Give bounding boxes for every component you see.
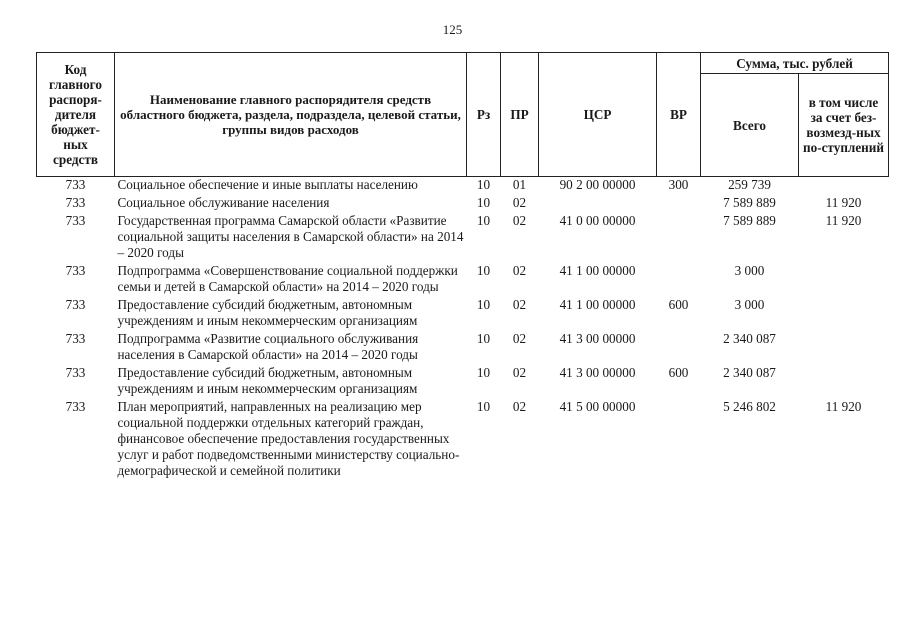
row-code: 733 [65,213,86,228]
row-total: 2 340 087 [723,331,776,346]
header-csr: ЦСР [539,53,657,177]
header-free: в том числе за счет без-возмезд-ных по-ступлений [799,74,889,177]
row-rz: 10 [476,263,491,278]
row-vr [657,331,701,365]
row-free [799,297,889,331]
row-total: 2 340 087 [723,365,776,380]
row-name: План мероприятий, направленных на реализацию мер социальной поддержки отдельных категорий граждан, финансовое обеспечение предоставления государственных услуг и работ подведомственными министерству социально-демографической и семейной политики [117,399,460,478]
row-code: 733 [65,177,86,192]
row-rz: 10 [476,177,491,192]
row-pr: 02 [512,213,527,228]
row-name: Подпрограмма «Совершенствование социальной поддержки семьи и детей в Самарской области» на 2014 – 2020 годы [117,263,458,294]
row-csr [539,195,657,213]
table-row [37,177,889,196]
row-total: 3 000 [734,297,765,312]
row-vr [657,263,701,297]
row-name: Предоставление субсидий бюджетным, автономным учреждениям и иным некоммерческим организациям [117,297,418,328]
table-header [37,53,889,177]
header-code: Код главного распоря-дителя бюджет-ных средств [37,53,115,177]
row-pr: 02 [512,365,527,380]
table-row [37,297,889,331]
row-name: Социальное обслуживание населения [117,195,330,210]
row-total: 7 589 889 [723,213,776,228]
row-free [799,177,889,196]
row-pr: 02 [512,297,527,312]
row-code: 733 [65,365,86,380]
row-code: 733 [65,399,86,414]
row-vr [657,195,701,213]
row-rz: 10 [476,213,491,228]
row-pr: 02 [512,399,527,414]
row-vr [657,213,701,263]
table-row [37,365,889,399]
row-pr: 02 [512,263,527,278]
row-rz: 10 [476,331,491,346]
row-vr: 600 [668,365,689,380]
row-free: 11 920 [825,399,862,414]
row-free [799,331,889,365]
row-free [799,263,889,297]
table-row [37,213,889,263]
row-pr: 02 [512,331,527,346]
row-csr: 90 2 00 00000 [559,177,636,192]
row-code: 733 [65,263,86,278]
budget-table [36,52,889,481]
row-rz: 10 [476,365,491,380]
row-code: 733 [65,297,86,312]
header-pr: ПР [501,53,539,177]
row-rz: 10 [476,297,491,312]
row-code: 733 [65,331,86,346]
row-total: 3 000 [734,263,765,278]
row-name: Предоставление субсидий бюджетным, автономным учреждениям и иным некоммерческим организациям [117,365,418,396]
table-row [37,195,889,213]
header-total: Всего [701,74,799,177]
row-csr: 41 0 00 00000 [559,213,636,228]
table-row [37,399,889,481]
table-row [37,263,889,297]
row-pr: 02 [512,195,527,210]
row-vr: 600 [668,297,689,312]
row-code: 733 [65,195,86,210]
row-name: Подпрограмма «Развитие социального обслуживания населения в Самарской области» на 2014 – 2020 годы [117,331,419,362]
row-csr: 41 1 00 00000 [559,263,636,278]
row-csr: 41 3 00 00000 [559,365,636,380]
row-free: 11 920 [825,213,862,228]
table-row [37,331,889,365]
header-vr: ВР [657,53,701,177]
header-rz: Рз [467,53,501,177]
header-sum-group: Сумма, тыс. рублей [701,53,889,74]
row-rz: 10 [476,399,491,414]
row-csr: 41 3 00 00000 [559,331,636,346]
row-name: Государственная программа Самарской области «Развитие социальной защиты населения в Самарской области» на 2014 – 2020 годы [117,213,464,260]
row-pr: 01 [512,177,527,192]
table-body [37,177,889,482]
row-name: Социальное обеспечение и иные выплаты населению [117,177,418,192]
row-vr: 300 [668,177,689,192]
header-name: Наименование главного распорядителя средств областного бюджета, раздела, подраздела, целевой статьи, группы видов расходов [115,53,467,177]
page-number: 125 [442,22,463,37]
row-csr: 41 1 00 00000 [559,297,636,312]
row-free [799,365,889,399]
row-total: 259 739 [728,177,771,192]
row-total: 5 246 802 [723,399,776,414]
row-vr [657,399,701,481]
row-free: 11 920 [825,195,862,210]
row-csr: 41 5 00 00000 [559,399,636,414]
row-total: 7 589 889 [723,195,776,210]
row-rz: 10 [476,195,491,210]
